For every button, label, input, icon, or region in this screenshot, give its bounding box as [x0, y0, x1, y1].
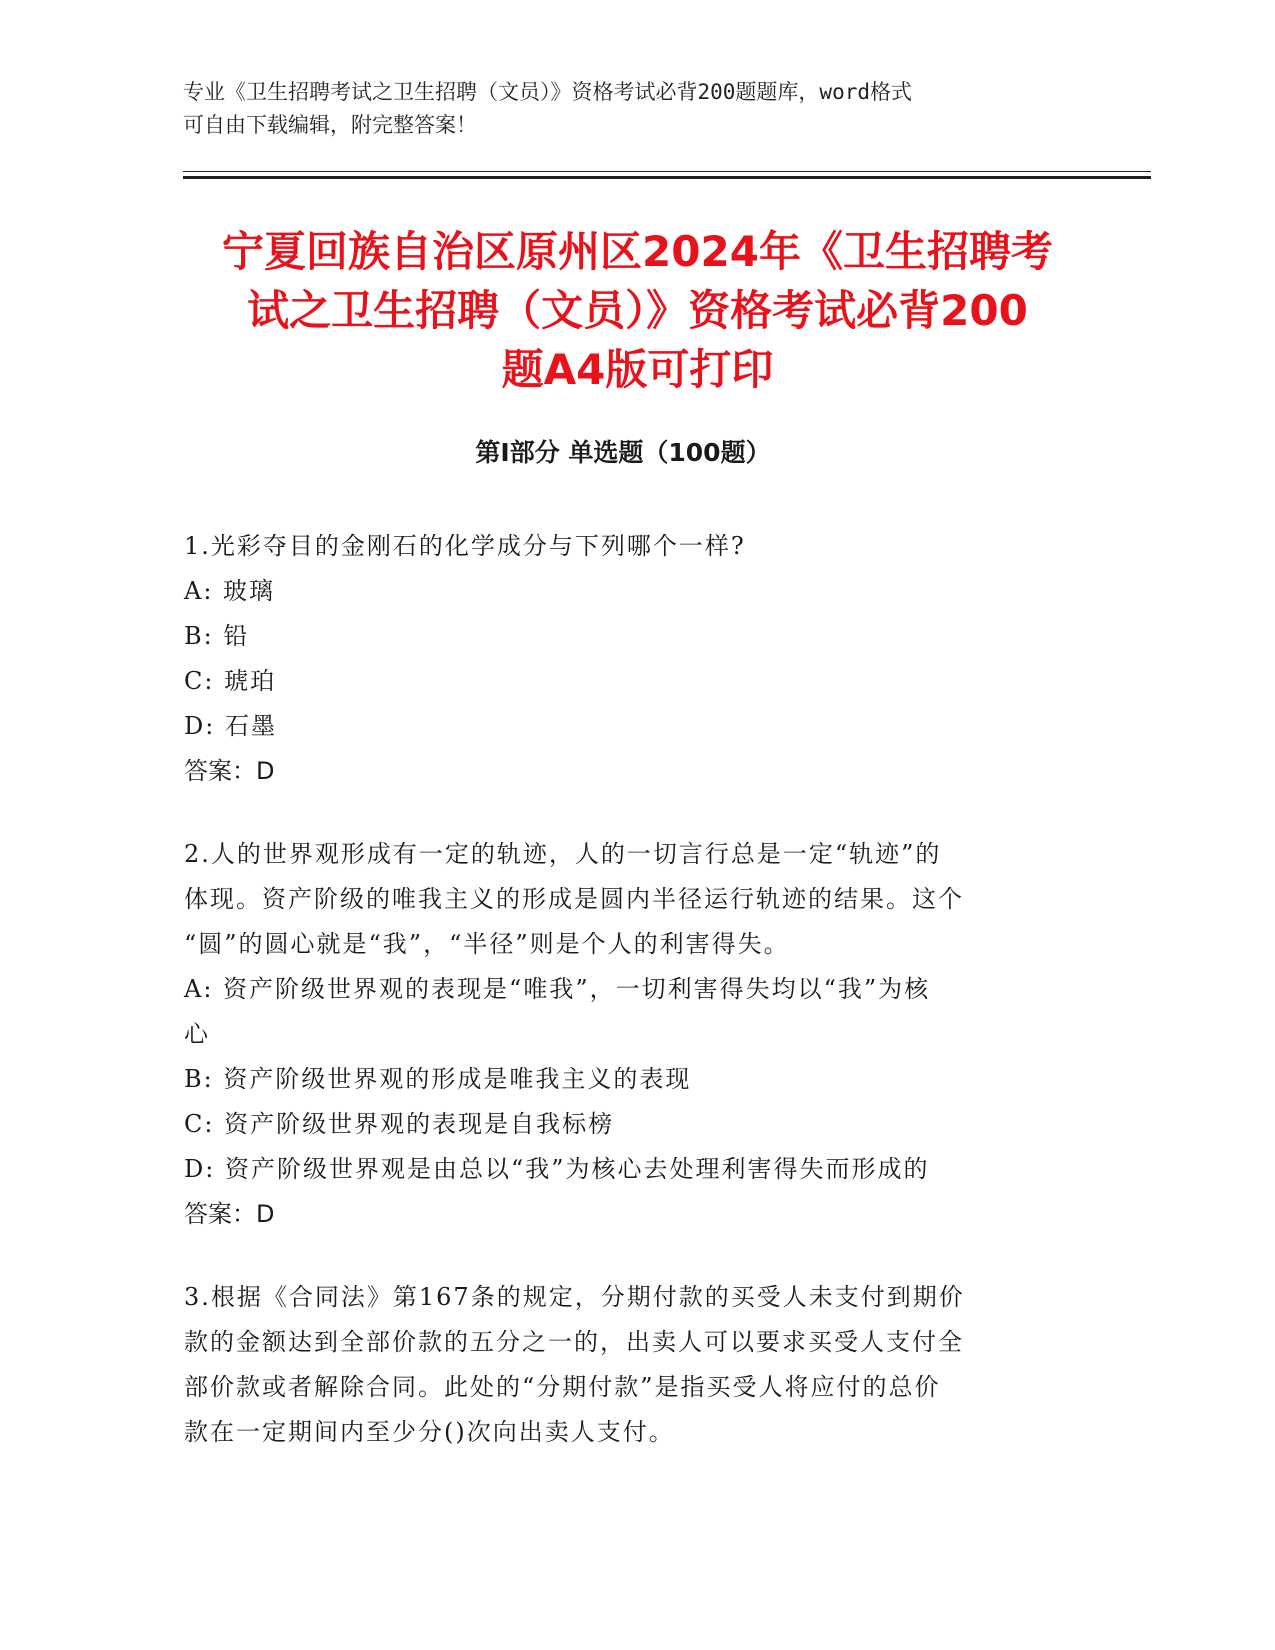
question-stem: 款在一定期间内至少分()次向出卖人支付。 [184, 1418, 675, 1446]
title-line: 宁夏回族自治区原州区2024年《卫生招聘考 [222, 227, 1053, 276]
question-stem: 体现。资产阶级的唯我主义的形成是圆内半径运行轨迹的结果。这个 [184, 885, 964, 913]
option-c: C: 资产阶级世界观的表现是自我标榜 [184, 1110, 615, 1138]
question-stem: 3.根据《合同法》第167条的规定，分期付款的买受人未支付到期价 [184, 1283, 965, 1311]
answer: 答案：D [184, 757, 275, 785]
question-item [184, 1275, 1064, 1455]
option-c: C: 琥珀 [184, 667, 277, 695]
question-stem: 部价款或者解除合同。此处的“分期付款”是指买受人将应付的总价 [184, 1373, 941, 1401]
answer: 答案：D [184, 1200, 275, 1228]
option-a: A: 玻璃 [184, 577, 276, 605]
header-note-line: 专业《卫生招聘考试之卫生招聘（文员）》资格考试必背200题题库，word格式 [183, 80, 912, 104]
section-heading: 第I部分 单选题（100题） [475, 438, 771, 467]
question-stem: 1.光彩夺目的金刚石的化学成分与下列哪个一样? [184, 532, 746, 560]
title-line: 题A4版可打印 [501, 345, 774, 394]
header-note-line: 可自由下载编辑，附完整答案！ [183, 113, 477, 137]
question-item [184, 524, 1064, 794]
option-b: B: 铅 [184, 622, 250, 650]
header-divider-thin [183, 171, 1151, 172]
question-list [184, 524, 1064, 1493]
question-item [184, 832, 1064, 1237]
option-b: B: 资产阶级世界观的形成是唯我主义的表现 [184, 1065, 692, 1093]
header-note [183, 76, 1063, 142]
option-a-continued: 心 [184, 1020, 210, 1048]
document-title [170, 222, 1105, 399]
option-a: A: 资产阶级世界观的表现是“唯我”，一切利害得失均以“我”为核 [184, 975, 931, 1003]
question-stem: 款的金额达到全部价款的五分之一的，出卖人可以要求买受人支付全 [184, 1328, 964, 1356]
option-d: D: 资产阶级世界观是由总以“我”为核心去处理利害得失而形成的 [184, 1155, 930, 1183]
question-stem: “圆”的圆心就是“我”，“半径”则是个人的利害得失。 [184, 930, 790, 958]
question-stem: 2.人的世界观形成有一定的轨迹，人的一切言行总是一定“轨迹”的 [184, 840, 942, 868]
header-divider-thick [183, 176, 1151, 179]
option-d: D: 石墨 [184, 712, 277, 740]
title-line: 试之卫生招聘（文员）》资格考试必背200 [247, 286, 1028, 335]
